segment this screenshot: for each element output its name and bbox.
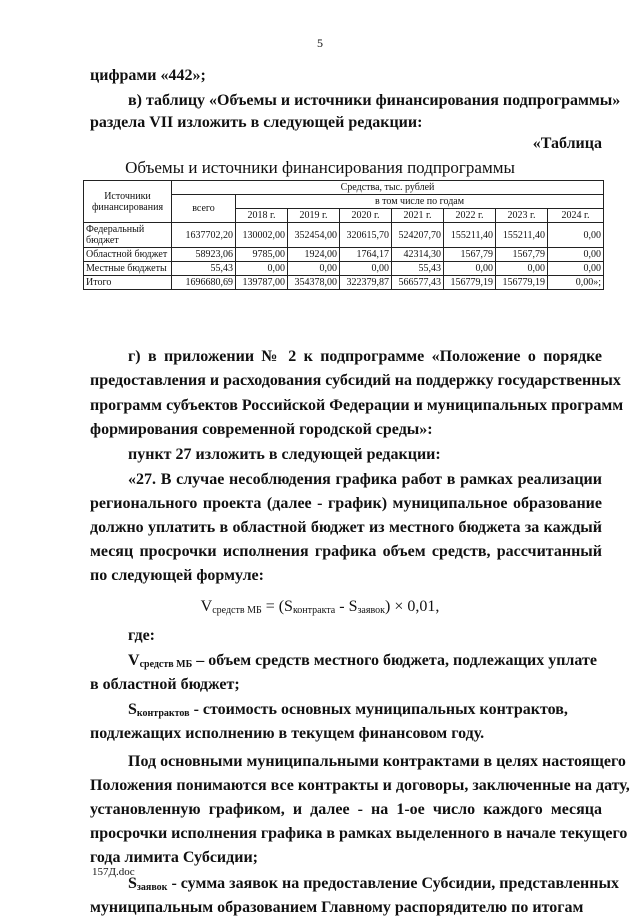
header-sources: Источники финансирования xyxy=(84,181,172,223)
table-cell: 156779,19 xyxy=(444,276,496,290)
text-line: установленную графиком, и далее - на 1-ое число каждого месяца xyxy=(90,801,602,818)
table-cell: 0,00 xyxy=(340,262,392,276)
table-cell: 0,00 xyxy=(288,262,340,276)
table-cell: 155211,40 xyxy=(496,223,548,248)
table-cell: 0,00 xyxy=(548,223,604,248)
table-cell: 58923,06 xyxy=(172,248,236,262)
table-cell: 9785,00 xyxy=(236,248,288,262)
text-line: где: xyxy=(128,627,155,644)
text-line: г) в приложении № 2 к подпрограмме «Положение о порядке xyxy=(128,348,602,365)
table-cell: 0,00 xyxy=(548,248,604,262)
table-cell: 55,43 xyxy=(392,262,444,276)
table-cell: 566577,43 xyxy=(392,276,444,290)
table-cell: 1696680,69 xyxy=(172,276,236,290)
text-line: предоставления и расходования субсидий на поддержку государственных xyxy=(90,372,621,389)
table-cell: 155211,40 xyxy=(444,223,496,248)
text-line: раздела VII изложить в следующей редакции: xyxy=(90,114,423,131)
row-source: Итого xyxy=(84,276,172,290)
table-cell: 352454,00 xyxy=(288,223,340,248)
table-cell: 1567,79 xyxy=(444,248,496,262)
text-line: в) таблицу «Объемы и источники финансирования подпрограммы» xyxy=(128,92,621,109)
table-cell: 55,43 xyxy=(172,262,236,276)
table-cell: 1764,17 xyxy=(340,248,392,262)
table-row xyxy=(84,276,604,290)
table-cell: 524207,70 xyxy=(392,223,444,248)
year-header: 2020 г. xyxy=(340,209,392,223)
table-row xyxy=(84,262,604,276)
text-line: формирования современной городской среды»: xyxy=(90,421,433,438)
year-header: 2023 г. xyxy=(496,209,548,223)
row-source: Областной бюджет xyxy=(84,248,172,262)
table-cell: 1567,79 xyxy=(496,248,548,262)
year-header: 2024 г. xyxy=(548,209,604,223)
table-cell: 139787,00 xyxy=(236,276,288,290)
text-line: месяц просрочки исполнения графика объем средств, рассчитанный xyxy=(90,543,602,560)
table-cell: 42314,30 xyxy=(392,248,444,262)
text-line: программ субъектов Российской Федерации и муниципальных программ xyxy=(90,397,624,414)
definition-s-contracts: $S_{контрактов}$ - стоимость основных муниципальных контрактов, xyxy=(128,701,568,719)
year-header: 2019 г. xyxy=(288,209,340,223)
header-funds: Средства, тыс. рублей xyxy=(172,181,604,195)
header-total: всего xyxy=(172,195,236,223)
table-row xyxy=(84,248,604,262)
text-line: муниципальным образованием Главному распорядителю по итогам xyxy=(90,899,584,916)
table-row xyxy=(84,223,604,248)
text-line: года лимита Субсидии; xyxy=(90,849,258,866)
table-cell: 156779,19 xyxy=(496,276,548,290)
year-header: 2022 г. xyxy=(444,209,496,223)
table-cell: 1637702,20 xyxy=(172,223,236,248)
text-line: Положения понимаются все контракты и договоры, заключенные на дату, xyxy=(90,777,630,794)
table-title: Объемы и источники финансирования подпрограммы xyxy=(125,158,515,177)
year-header: 2018 г. xyxy=(236,209,288,223)
row-source: Местные бюджеты xyxy=(84,262,172,276)
document-filename: 157Д.doc xyxy=(92,866,135,878)
definition-s-applications: $S_{заявок}$ - сумма заявок на предоставление Субсидии, представленных xyxy=(128,875,619,893)
financing-table xyxy=(83,180,604,290)
table-cell: 0,00 xyxy=(496,262,548,276)
table-cell: 0,00 xyxy=(548,262,604,276)
text-line: подлежащих исполнению в текущем финансовом году. xyxy=(90,725,485,742)
text-line: цифрами «442»; xyxy=(90,67,206,84)
text-line: «27. В случае несоблюдения графика работ в рамках реализации xyxy=(128,471,602,488)
table-cell: 0,00 xyxy=(236,262,288,276)
header-by-years: в том числе по годам xyxy=(236,195,604,209)
text-line: по следующей формуле: xyxy=(90,567,264,584)
table-cell: 0,00»; xyxy=(548,276,604,290)
year-header: 2021 г. xyxy=(392,209,444,223)
table-cell: 354378,00 xyxy=(288,276,340,290)
table-cell: 322379,87 xyxy=(340,276,392,290)
text-line: регионального проекта (далее - график) муниципальное образование xyxy=(90,495,602,512)
row-source: Федеральный бюджет xyxy=(84,223,172,248)
text-line: в областной бюджет; xyxy=(90,676,240,693)
page-number: 5 xyxy=(317,36,323,50)
formula: $V_{средств МБ} = (S_{контракта} - S_{заявок}) \times 0,01$, xyxy=(200,598,440,616)
text-line: пункт 27 изложить в следующей редакции: xyxy=(128,446,441,463)
table-cell: 130002,00 xyxy=(236,223,288,248)
text-line: просрочки исполнения графика в рамках выделенного в начале текущего xyxy=(90,825,628,842)
definition-v: $V_{средств МБ}$ – объем средств местного бюджета, подлежащих уплате xyxy=(128,652,597,670)
text-line: должно уплатить в областной бюджет из местного бюджета за каждый xyxy=(90,519,602,536)
table-caption: «Таблица xyxy=(532,135,602,152)
table-cell: 0,00 xyxy=(444,262,496,276)
text-line: Под основными муниципальными контрактами в целях настоящего xyxy=(128,753,626,770)
table-cell: 1924,00 xyxy=(288,248,340,262)
table-cell: 320615,70 xyxy=(340,223,392,248)
